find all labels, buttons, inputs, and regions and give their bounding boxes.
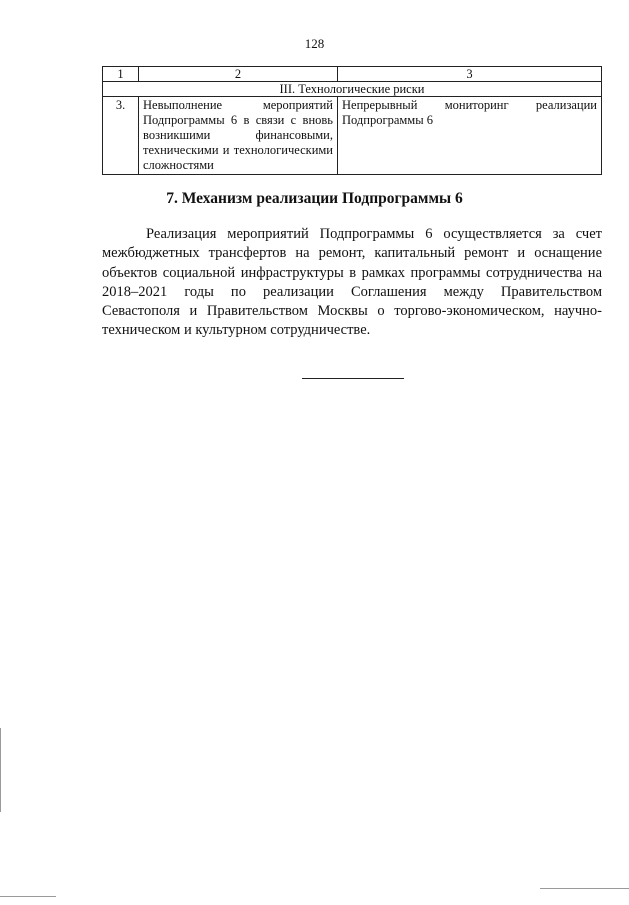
risk-measure: Непрерывный мониторинг реализации Подпрограммы 6 — [338, 97, 602, 175]
risk-description: Невыполнение мероприятий Подпрограммы 6 в связи с вновь возникшими финансовыми, техническими и технологическими сложностями — [139, 97, 338, 175]
table-header-cell: 3 — [338, 67, 602, 82]
separator-line — [302, 378, 404, 379]
row-number: 3. — [103, 97, 139, 175]
scan-edge-mark — [540, 888, 629, 889]
section-heading: 7. Механизм реализации Подпрограммы 6 — [166, 190, 463, 207]
scan-edge-mark — [0, 896, 56, 897]
table-header-cell: 2 — [139, 67, 338, 82]
page-number: 128 — [304, 36, 325, 51]
table-header-row — [103, 67, 602, 82]
table-section-row — [103, 82, 602, 97]
table-header-cell: 1 — [103, 67, 139, 82]
scan-edge-mark — [0, 728, 1, 812]
table-section-title: III. Технологические риски — [103, 82, 602, 97]
table-row — [103, 97, 602, 175]
section-paragraph: Реализация мероприятий Подпрограммы 6 осуществляется за счет межбюджетных трансфертов на ремонт, капитальный ремонт и оснащение объектов социальной инфраструктуры в рамках программы сотрудничества на 2018–2021 годы по реализации Соглашения между Правительством Севастополя и Правительством Москвы о торгово-экономическом, научно-техническом и культурном сотрудничестве. — [102, 226, 602, 339]
risk-table — [102, 66, 602, 175]
